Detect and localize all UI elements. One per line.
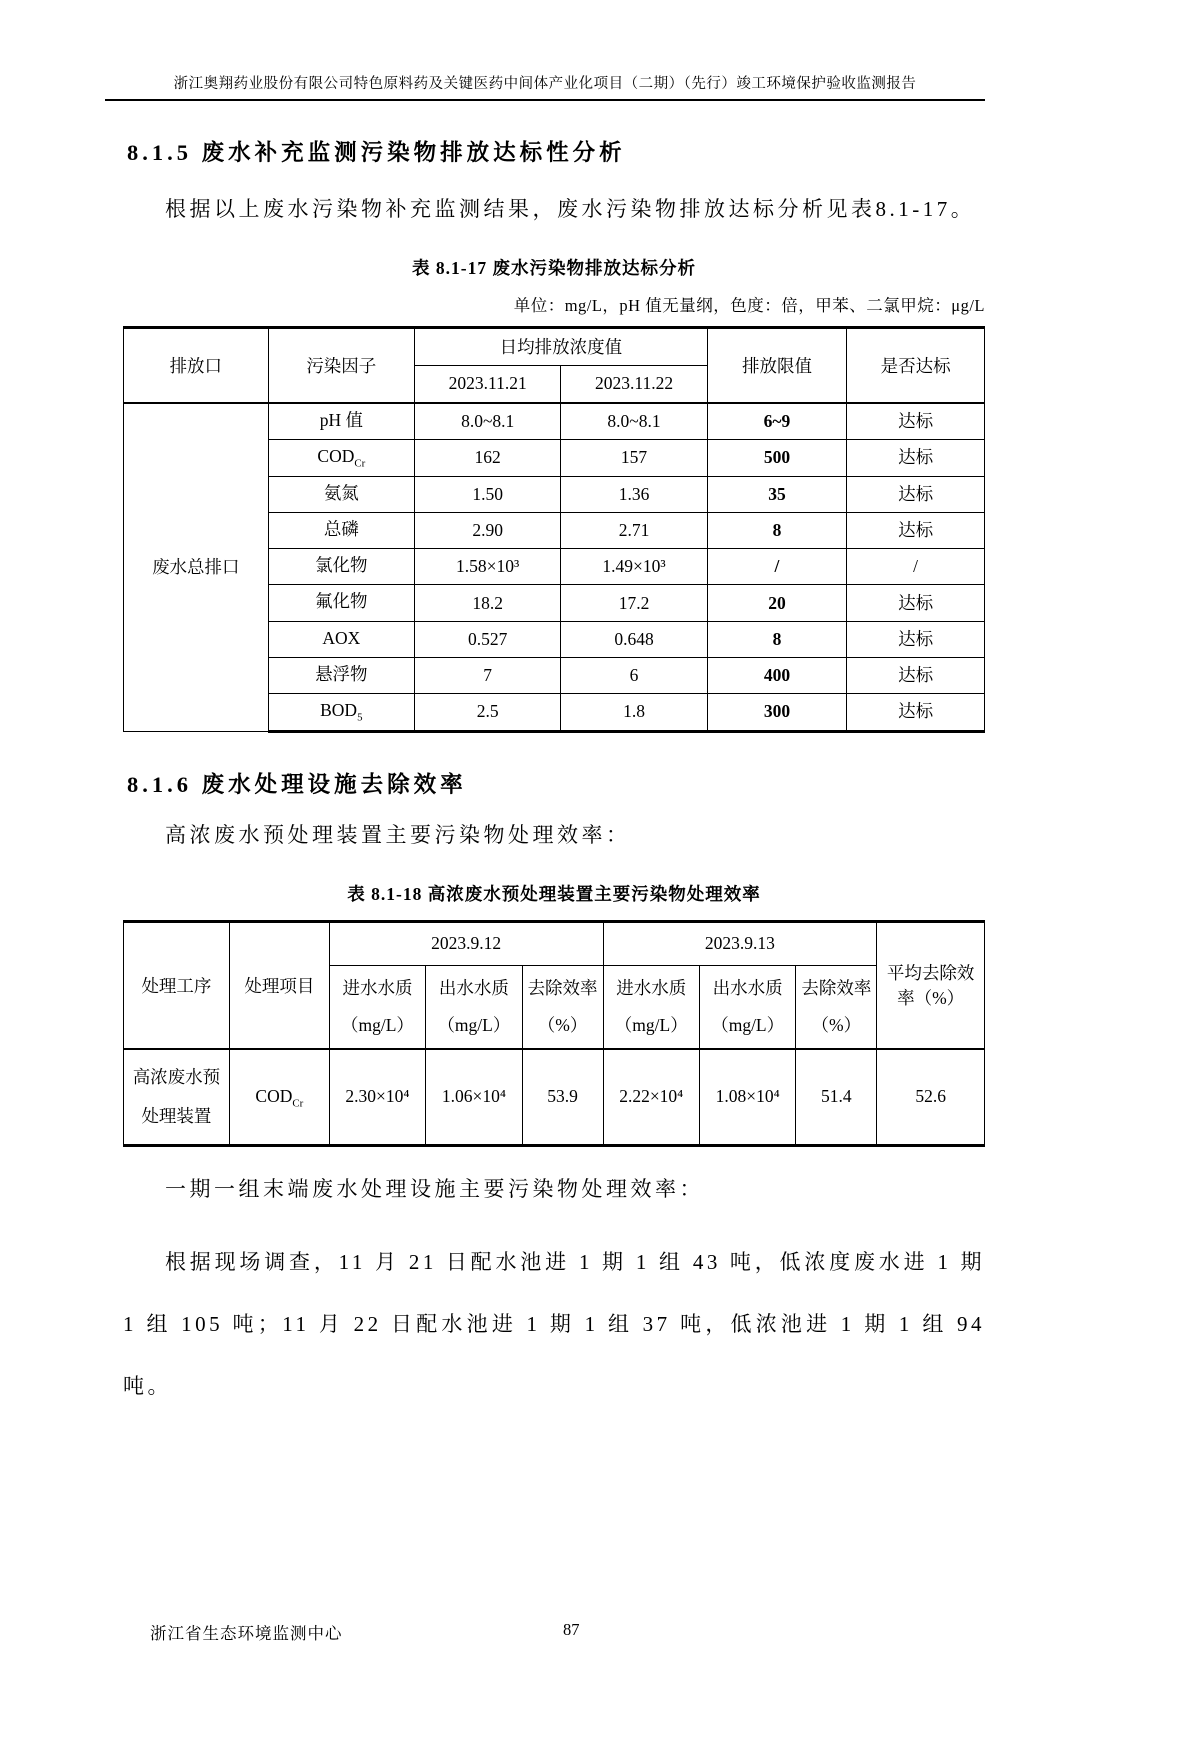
value-cell: 17.2 (561, 585, 707, 621)
value-cell: 53.9 (522, 1049, 603, 1146)
column-header-removal-1: 去除效率（%） (522, 965, 603, 1049)
factor-text: AOX (322, 627, 361, 648)
value-cell: 0.527 (415, 621, 561, 657)
value-cell: 2.22×10⁴ (603, 1049, 699, 1146)
column-header-removal-2: 去除效率（%） (796, 965, 877, 1049)
column-header-daily-avg: 日均排放浓度值 (415, 327, 708, 365)
column-header-day2: 2023.9.13 (603, 921, 877, 965)
status-cell: 达标 (847, 476, 985, 512)
page-content (123, 135, 985, 1418)
paragraph-8-1-6-intro: 高浓废水预处理装置主要污染物处理效率： (165, 822, 631, 847)
value-cell: 18.2 (415, 585, 561, 621)
value-cell: 1.58×10³ (415, 549, 561, 585)
limit-cell: 20 (707, 585, 846, 621)
limit-cell: 35 (707, 476, 846, 512)
table1-caption: 表 8.1-17 废水污染物排放达标分析 (412, 257, 696, 278)
limit-cell: 8 (707, 512, 846, 548)
factor-cell (268, 621, 414, 657)
status-cell: 达标 (847, 694, 985, 731)
value-cell: 51.4 (796, 1049, 877, 1146)
factor-cell (268, 694, 414, 731)
status-cell: 达标 (847, 658, 985, 694)
column-header-day1: 2023.9.12 (329, 921, 603, 965)
status-cell: 达标 (847, 440, 985, 476)
table-row (124, 403, 985, 440)
item-subscript: Cr (292, 1097, 304, 1110)
column-header-avg-removal: 平均去除效率（%） (877, 921, 985, 1049)
column-header-outlet: 排放口 (124, 327, 269, 403)
item-cell (229, 1049, 329, 1146)
value-cell: 8.0~8.1 (561, 403, 707, 440)
table2-caption: 表 8.1-18 高浓废水预处理装置主要污染物处理效率 (347, 883, 761, 904)
status-cell: 达标 (847, 403, 985, 440)
status-cell: / (847, 549, 985, 585)
value-cell: 1.06×10⁴ (426, 1049, 522, 1146)
value-cell: 1.08×10⁴ (699, 1049, 795, 1146)
factor-text: 氨氮 (323, 482, 359, 503)
column-header-outlet-1: 出水水质（mg/L） (426, 965, 522, 1049)
column-header-process: 处理工序 (124, 921, 230, 1049)
table1-header-row-1 (124, 327, 985, 365)
table-8-1-18 (123, 920, 985, 1147)
factor-subscript: Cr (354, 457, 366, 470)
report-page (0, 72, 1190, 1643)
section-heading-8-1-5: 8.1.5 废水补充监测污染物排放达标性分析 (127, 140, 626, 165)
value-cell: 157 (561, 440, 707, 476)
value-cell: 52.6 (877, 1049, 985, 1146)
status-cell: 达标 (847, 585, 985, 621)
column-header-inlet-2: 进水水质（mg/L） (603, 965, 699, 1049)
document-header-title: 浙江奥翔药业股份有限公司特色原料药及关键医药中间体产业化项目（二期）（先行）竣工环境保护验收监测报告 (173, 76, 917, 92)
footer-organization: 浙江省生态环境监测中心 (150, 1624, 343, 1643)
process-cell: 高浓废水预处理装置 (124, 1049, 230, 1146)
column-header-factor: 污染因子 (268, 327, 414, 403)
factor-cell (268, 476, 414, 512)
column-header-inlet-1: 进水水质（mg/L） (329, 965, 425, 1049)
value-cell: 1.49×10³ (561, 549, 707, 585)
table2-header-row-1 (124, 921, 985, 965)
value-cell: 1.50 (415, 476, 561, 512)
factor-text: 悬浮物 (315, 664, 368, 685)
factor-cell (268, 403, 414, 440)
value-cell: 0.648 (561, 621, 707, 657)
value-cell: 2.30×10⁴ (329, 1049, 425, 1146)
value-cell: 162 (415, 440, 561, 476)
factor-cell (268, 512, 414, 548)
paragraph-8-1-5: 根据以上废水污染物补充监测结果，废水污染物排放达标分析见表8.1-17。 (165, 197, 976, 221)
value-cell: 2.5 (415, 694, 561, 731)
value-cell: 1.8 (561, 694, 707, 731)
factor-text: BOD (320, 700, 358, 721)
factor-cell (268, 440, 414, 476)
footer-page-number: 87 (563, 1620, 580, 1639)
column-header-item: 处理项目 (229, 921, 329, 1049)
value-cell: 1.36 (561, 476, 707, 512)
value-cell: 2.71 (561, 512, 707, 548)
factor-text: 总磷 (323, 518, 359, 539)
factor-subscript: 5 (357, 711, 363, 724)
limit-cell: 500 (707, 440, 846, 476)
limit-cell: 6~9 (707, 403, 846, 440)
column-header-compliance: 是否达标 (847, 327, 985, 403)
column-header-date2: 2023.11.22 (561, 365, 707, 403)
limit-cell: / (707, 549, 846, 585)
limit-cell: 400 (707, 658, 846, 694)
status-cell: 达标 (847, 621, 985, 657)
table1-unit-note: 单位：mg/L，pH 值无量纲，色度：倍，甲苯、二氯甲烷：μg/L (513, 295, 985, 315)
factor-cell (268, 549, 414, 585)
outlet-group-cell: 废水总排口 (124, 403, 269, 731)
factor-text: pH 值 (319, 409, 363, 430)
value-cell: 6 (561, 658, 707, 694)
paragraph-8-1-6-survey: 根据现场调查，11 月 21 日配水池进 1 期 1 组 43 吨，低浓度废水进 1 期 1 组 105 吨；11 月 22 日配水池进 1 期 1 组 37 吨，低浓池进 1 期 1 组 94 吨。 (123, 1250, 985, 1399)
section-heading-8-1-6: 8.1.6 废水处理设施去除效率 (127, 771, 467, 797)
limit-cell: 8 (707, 621, 846, 657)
factor-text: 氯化物 (315, 555, 368, 576)
table-row (124, 1049, 985, 1146)
column-header-limit: 排放限值 (707, 327, 846, 403)
column-header-outlet-2: 出水水质（mg/L） (699, 965, 795, 1049)
item-text: COD (255, 1085, 293, 1106)
document-header (105, 72, 985, 101)
value-cell: 8.0~8.1 (415, 403, 561, 440)
value-cell: 7 (415, 658, 561, 694)
factor-text: 氟化物 (315, 591, 368, 612)
paragraph-8-1-6-second: 一期一组末端废水处理设施主要污染物处理效率： (165, 1176, 704, 1201)
factor-cell (268, 658, 414, 694)
value-cell: 2.90 (415, 512, 561, 548)
factor-text: COD (317, 446, 355, 467)
status-cell: 达标 (847, 512, 985, 548)
factor-cell (268, 585, 414, 621)
table-8-1-17 (123, 326, 985, 733)
column-header-date1: 2023.11.21 (415, 365, 561, 403)
limit-cell: 300 (707, 694, 846, 731)
